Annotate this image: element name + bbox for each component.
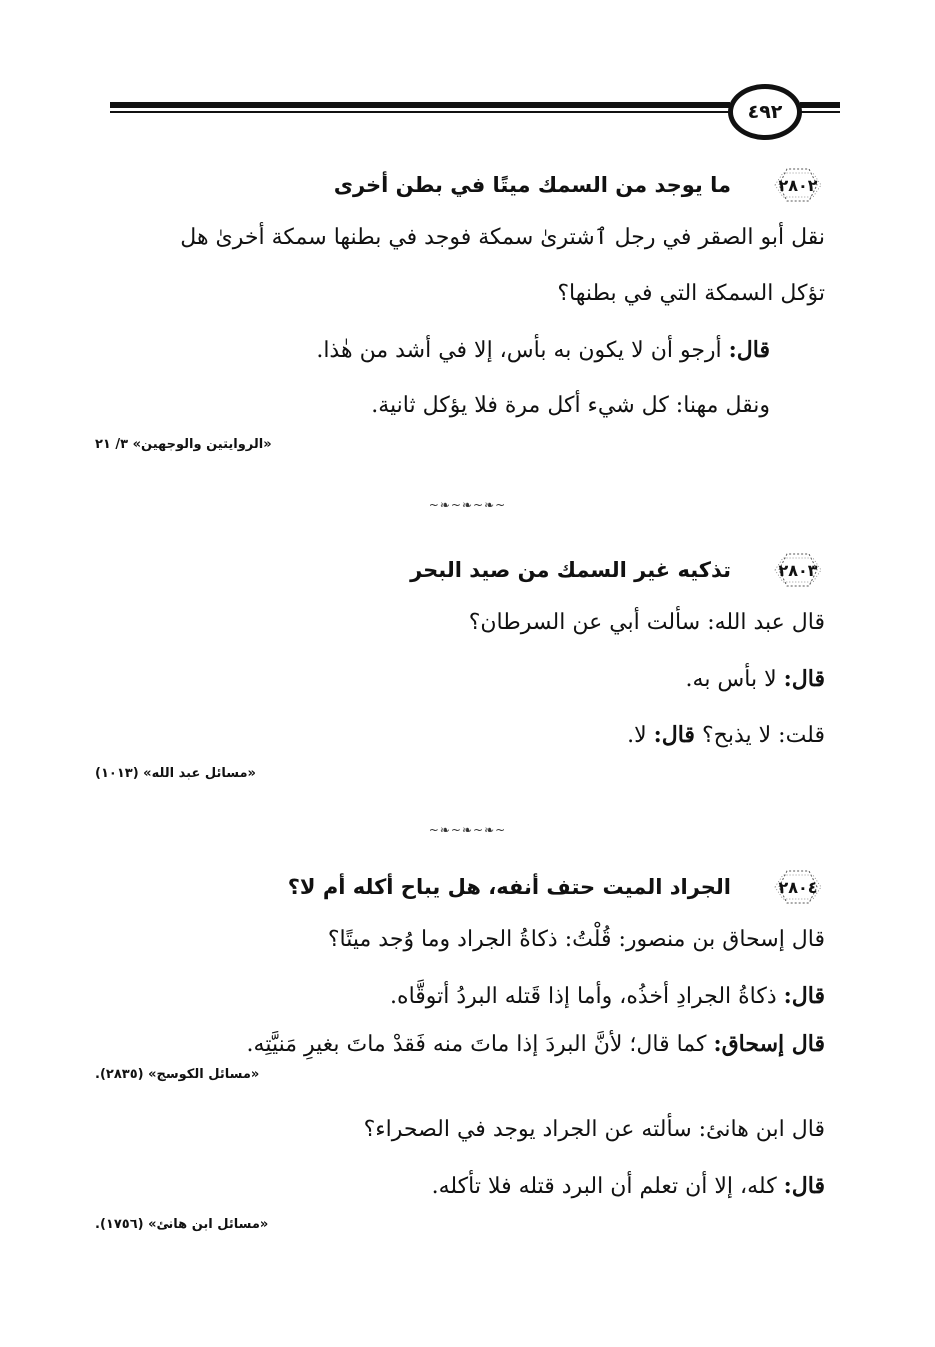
section-number-badge <box>771 867 825 907</box>
section-number: ٢٨٠٤ <box>778 877 818 897</box>
answer-line <box>95 968 825 1024</box>
answer-line <box>95 1158 825 1214</box>
text-line: تؤكل السمكة التي في بطنها؟ <box>557 281 825 306</box>
answer-label: قال: <box>783 1173 825 1199</box>
section-2804 <box>95 862 825 1236</box>
section-number-badge <box>771 165 825 205</box>
header-rule-thin <box>110 111 730 113</box>
answer-text: كله، إلا أن تعلم أن البرد قتله فلا تأكله. <box>431 1174 777 1199</box>
text-line: قال إسحاق بن منصور: قُلْتُ: ذكاةُ الجراد وما وُجد ميتًا؟ <box>327 927 825 952</box>
text-line: قال ابن هانئ: سألته عن الجراد يوجد في الصحراء؟ <box>363 1117 825 1142</box>
ishaq-line <box>95 1024 825 1064</box>
section-heading <box>95 545 825 595</box>
page-number: ٤٩٢ <box>728 84 802 140</box>
answer-label: قال: <box>783 983 825 1009</box>
source-citation: «الروايتين والوجهين» ٣/ ٢١ <box>95 437 272 452</box>
answer-text: أرجو أن لا يكون به بأس، إلا في أشد من هٰذا. <box>316 338 722 363</box>
section-title: ما يوجد من السمك ميتًا في بطن أخرى <box>333 173 731 197</box>
question-line <box>95 707 825 763</box>
text-line: نقل أبو الصقر في رجل ٱشترىٰ سمكة فوجد في بطنها سمكة أخرىٰ هل <box>180 225 825 250</box>
section-number: ٢٨٠٢ <box>778 175 818 195</box>
section-title: الجراد الميت حتف أنفه، هل يباح أكله أم لا؟ <box>287 875 731 899</box>
ishaq-label: قال إسحاق: <box>713 1031 825 1057</box>
answer-text: لا. <box>627 723 647 748</box>
header-rule-right <box>800 102 840 108</box>
section-number: ٢٨٠٣ <box>778 560 818 580</box>
text-line: قال عبد الله: سألت أبي عن السرطان؟ <box>468 610 825 635</box>
answer-line <box>95 651 825 707</box>
question-label: قلت: <box>778 723 825 748</box>
answer-text: ذكاةُ الجرادِ أخذُه، وأما إذا قَتله البردُ أتوقَّاه. <box>390 984 777 1009</box>
answer-text: لا بأس به. <box>685 667 777 692</box>
header-rule-right-thin <box>800 111 840 113</box>
ishaq-text: كما قال؛ لأنَّ البردَ إذا ماتَ منه فَقدْ ماتَ بغيرِ مَنيَّتِه. <box>246 1032 707 1057</box>
text-line: ونقل مهنا: كل شيء أكل مرة فلا يؤكل ثانية. <box>371 393 770 418</box>
answer-label: قال: <box>783 666 825 692</box>
source-citation: «مسائل الكوسج» (٢٨٣٥). <box>95 1067 260 1082</box>
answer-line <box>95 322 825 378</box>
section-separator: ~❧~❧~❧~ <box>428 823 507 837</box>
source-citation: «مسائل ابن هانئ» (١٧٥٦). <box>95 1217 269 1232</box>
question-text: لا يذبح؟ <box>701 723 772 748</box>
section-2802 <box>95 160 825 456</box>
section-separator: ~❧~❧~❧~ <box>428 498 507 512</box>
answer-label: قال: <box>653 722 695 748</box>
source-citation: «مسائل عبد الله» (١٠١٣) <box>95 766 256 781</box>
section-heading <box>95 862 825 912</box>
answer-label: قال: <box>728 337 770 363</box>
header-rule <box>110 102 730 108</box>
section-number-badge <box>771 550 825 590</box>
section-title: تذكيه غير السمك من صيد البحر <box>410 558 731 582</box>
section-2803 <box>95 545 825 785</box>
page-header <box>110 86 840 146</box>
section-heading <box>95 160 825 210</box>
